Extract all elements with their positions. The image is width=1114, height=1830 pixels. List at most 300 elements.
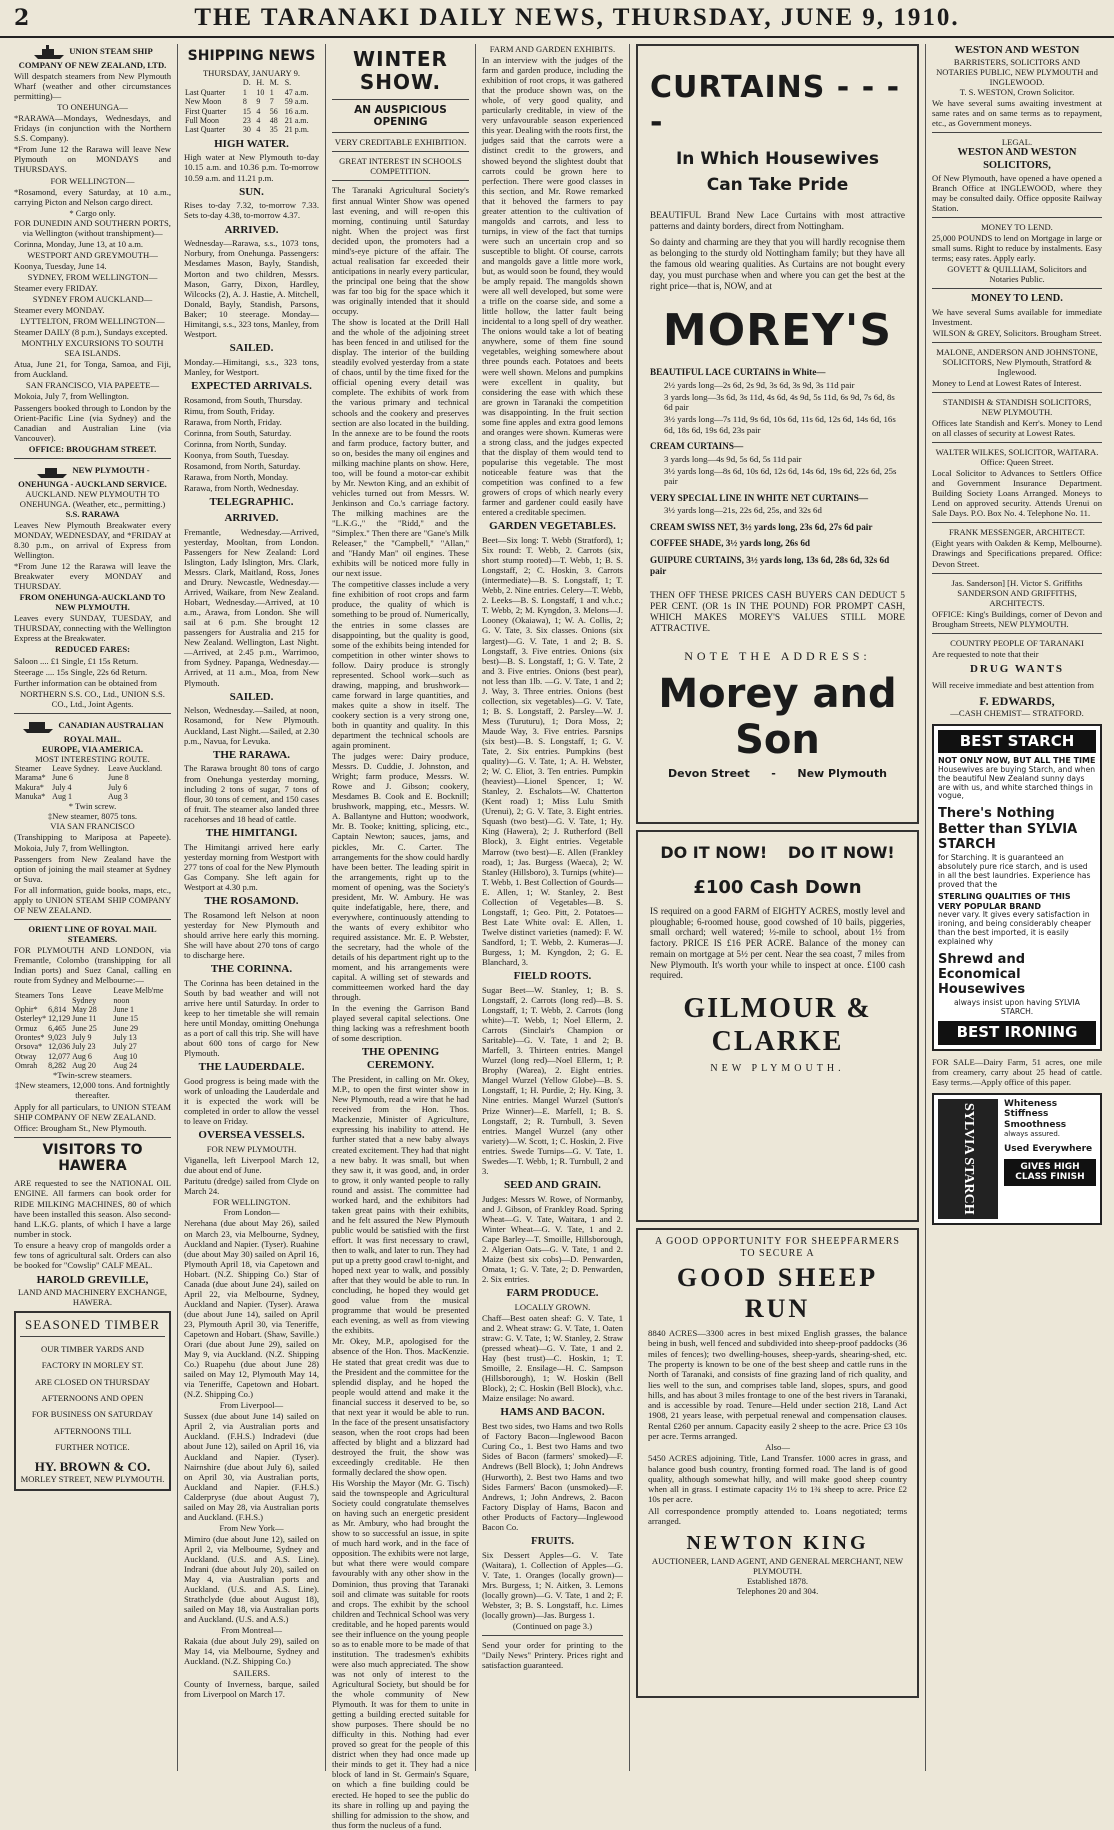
steamship-icon (35, 463, 69, 479)
section-head: ARRIVED. (224, 223, 279, 236)
divider (932, 132, 1102, 133)
text: Rosamond, from North, Saturday. (184, 460, 301, 471)
ship-name: S.S. RARAWA (65, 508, 120, 519)
section-head: SYDNEY FROM AUCKLAND— (32, 294, 153, 305)
td: 30 (242, 125, 251, 135)
subhead: AN AUSPICIOUS OPENING (354, 103, 447, 129)
section-head: VERY SPECIAL LINE IN WHITE NET CURTAINS— (650, 492, 869, 503)
paragraph: The President, in calling on Mr. Okey, M.P., to open the first winter show in New Plymouth, read a wire that he had received from the Hon. Thos. Mackenzie, Minister of Agriculture, expressing his inability to attend. He further stated that a new baby always created excitement. They had that night a new baby. It was small, but when they saw it, it was good, and, in order to grow, it only wanted people to rally round and assist. The committee had worked hard, and the exhibitors had taken great pains with their exhibits, and he felt assured the New Plymouth public would be satisfied with the first effort. It was first necessary to crawl, then to walk, and later to run. They had put up a pretty good crawl to-night, and hoped next year to walk, and possibly after that they would be able to run. In concluding, he hoped they would get good value from the musical programme that would be presented each evening, as well as from viewing the exhibits. (332, 1074, 469, 1336)
curtains-head: CURTAINS - - - - (650, 70, 901, 141)
best-starch-ad (932, 724, 1102, 1051)
section-head: Jas. Sanderson] [H. Victor S. Griffiths SANDERSON AND GRIFFITHS, ARCHITECTS. (951, 577, 1083, 608)
text: Corinna, Monday, June 13, at 10 a.m. (14, 238, 144, 249)
text: From London— (223, 1207, 280, 1218)
text: Sussex (due about June 14) sailed on April 2, via Australian ports and Auckland. (F.H.S.) Indradevi (due about June 12), sailed on April 16, via Auckland and Napier. (Tyser). Nairnshire (due about July 6), sailed on April 30, via Australian ports, Auckland and Napier. (F.H.S.) Calderpryse (due about August 7), sailed on May 28, via Australian ports and Auckland. (F.H.S.) (184, 1411, 319, 1522)
section-head: COUNTRY PEOPLE OF TARANAKI (950, 637, 1084, 648)
table-row (184, 116, 319, 125)
text: MORLEY STREET, NEW PLYMOUTH. (20, 1474, 165, 1485)
text: The Himitangi arrived here early yesterday morning from Westport with 277 tons of coal for the New Plymouth Gas Company. She left again for Westport at 4.30 p.m. (184, 841, 319, 892)
text: OFFICE: King's Buildings, corner of Devon and Brougham Streets, NEW PLYMOUTH. (932, 608, 1102, 629)
text: ‡New steamers, 12,000 tons. And fortnightly thereafter. (15, 1080, 170, 1101)
text: Rarawa, from North, Wednesday. (184, 483, 299, 494)
text: From Liverpool— (219, 1400, 284, 1411)
text: Nelson, Wednesday.—Sailed, at noon, Rosamond, for New Plymouth. Auckland, Last Night.—Sailed, at 2.30 p.m., Navua, for Levuka. (184, 705, 319, 746)
td: 21 p.m. (284, 125, 309, 135)
newton-king-ad (636, 1228, 919, 1698)
subhead: In Which Housewives (675, 149, 880, 170)
td: Aug 20 (72, 1061, 96, 1071)
text: Wednesday—Rarawa, s.s., 1073 tons, Norbury, from Onehunga. Passengers: Mesdames Mason, Bayly, Standish, Morton and two children, Messrs. Mason, Garry, Dixon, Hardley, Wilcocks (2), A. J. Hastie, A. Mitchell, Donald, Bayly, Standish, Parsons, Baker; 10 steerage. Monday—Himitangi, s.s., 323 tons, Manley, from Westport. (184, 238, 319, 339)
text: 25,000 POUNDS to lend on Mortgage in large or small sums. Right to reduce by instalments. Easy terms; easy rates. Apply early. (932, 233, 1102, 264)
divider (332, 151, 469, 152)
section-head: THE LAUDERDALE. (198, 1061, 305, 1074)
td: June 6 (52, 773, 73, 783)
text: FURTHER NOTICE. (55, 1441, 130, 1452)
text: Are requested to note that their (932, 648, 1039, 659)
text: ARE CLOSED ON THURSDAY (34, 1376, 151, 1387)
text: Money to Lend at Lowest Rates of Interest. (932, 377, 1082, 388)
td: Orontes* (15, 1032, 45, 1042)
td: Aug 1 (52, 791, 72, 801)
td: Osterley* (15, 1014, 47, 1024)
section-head: MALONE, ANDERSON AND JOHNSTONE, SOLICITORS, New Plymouth, Stratford & Inglewood. (936, 346, 1098, 377)
td: Last Quarter (185, 87, 226, 97)
section-head: MONTHLY EXCURSIONS TO SOUTH SEA ISLANDS. (21, 338, 164, 359)
td: June 29 (113, 1023, 139, 1033)
text: OUR TIMBER YARDS AND (41, 1343, 144, 1354)
cash-head: £100 Cash Down (693, 876, 862, 898)
section-head: SAN FRANCISCO, VIA PAPEETE— (25, 380, 160, 391)
price-line: 3½ yards long—7s 11d, 9s 6d, 10s 6d, 11s 6d, 12s 6d, 14s 6d, 16s 6d, 18s 6d, 19s 6d, 23s pair (664, 414, 896, 435)
section-head: EUROPE, VIA AMERICA. (41, 743, 144, 754)
steamship-icon (21, 718, 55, 734)
text: Rosamond, from South, Thursday. (184, 394, 303, 405)
td: May 28 (72, 1004, 97, 1014)
table-row (14, 783, 171, 792)
section-head: WALTER WILKES, SOLICITOR, WAITARA. Office: Queen Street. (935, 447, 1099, 468)
td: 7 (269, 97, 274, 107)
section-head: CREAM CURTAINS— (650, 440, 744, 451)
text: Passengers from New Zealand have the option of joining the mail steamer at Sydney or Suva. (14, 853, 171, 884)
text: All correspondence promptly attended to. Loans negotiated; terms arranged. (648, 1505, 907, 1527)
shipping-news-title: SHIPPING NEWS (187, 48, 316, 64)
section-head: BEAUTIFUL LACE CURTAINS in White— (650, 366, 826, 377)
text: *Rosamond, every Saturday, at 10 a.m., carrying Picton and Nelson cargo direct. (14, 186, 171, 207)
section-head: FOR DUNEDIN AND SOUTHERN PORTS, via Wellington (without transhipment)— (14, 217, 171, 238)
section-head: SAILED. (229, 341, 274, 354)
section-head: FOR WELLINGTON— (50, 175, 135, 186)
divider (932, 573, 1102, 574)
text: 8840 ACRES—3300 acres in best mixed English grasses, the balance being in bush, well fenced and subdivided into sheep-proof paddocks (36 miles of fences); two dwelling-houses, sheep-yards, shearing-shed, etc. The property is known to be one of the best sheep and cattle runs in the North of Taranaki, and consists of fine grazing land of rich quality, and lies well to the sun, and comprises table land, slopes, spurs, and good hills, and has about 3 miles frontage to one of the best rivers in Taranaki, and is accessible by road. Tenure—Held under section 218, Land Act 1908, 21 years lease, with perpetual renewal and compensation clauses. Rental £260 per annum. Capacity easily 2 sheep to the acre. Price £3 10s per acre. Terms arranged. (648, 1328, 907, 1441)
section-head: FARM AND GARDEN EXHIBITS. (489, 44, 616, 54)
text: Steamer every MONDAY. (14, 305, 105, 316)
section-head: WESTPORT AND GREYMOUTH— (27, 249, 158, 260)
text: —CASH CHEMIST— STRATFORD. (950, 707, 1084, 718)
table-row (14, 792, 171, 801)
text: Offices late Standish and Kerr's. Money to Lend on all classes of security at Lowest Rates. (932, 417, 1102, 439)
visitors-head: VISITORS TO HAWERA (42, 1141, 143, 1175)
divider (332, 180, 469, 181)
text: To ensure a heavy crop of mangolds order a few tons of agricultural salt. Orders can also be booked for "Cowslip" CALF MEAL. (14, 1239, 171, 1270)
section-head: THE OPENING CEREMONY. (361, 1046, 440, 1072)
text: Office: Brougham St., New Plymouth. (14, 1122, 147, 1133)
section-head: TO ONEHUNGA— (57, 102, 128, 113)
divider (14, 713, 171, 714)
text: GOVETT & QUILLIAM, Solicitors and Notaries Public. (947, 264, 1087, 285)
text: The Rosamond left Nelson at noon yesterday for New Plymouth and should arrive here early this morning. She will have about 270 tons of cargo to discharge here. (184, 909, 319, 960)
section-head: FIELD ROOTS. (513, 970, 592, 983)
text: STERLING QUALITIES OF THIS VERY POPULAR BRAND (938, 892, 1071, 911)
th: Leave Sydney. (52, 763, 100, 773)
td: Full Moon (185, 115, 220, 125)
column-6 (926, 44, 1108, 1771)
text: Apply for all particulars, to UNION STEAM SHIP COMPANY OF NEW ZEALAND. (14, 1101, 171, 1122)
moon-table (184, 78, 319, 134)
td: Ophir* (15, 1004, 38, 1014)
td: 59 a.m. (284, 97, 309, 107)
text: Steamer every FRIDAY. (14, 282, 98, 293)
text: IS required on a good FARM of EIGHTY ACRES, mostly level and ploughable; 6-roomed house, good cowshed of 10 bails, piggeries, small orchard; well watered; ½-mile to school, about 1½ from factory. PRICE IS £16 PER ACRE. Balance of the money can remain on mortgage at 5½ per cent. Near the sea coast, 7 miles from New Plymouth. It's worth your while to inspect at once. £100 cash required. (650, 905, 905, 981)
text: So dainty and charming are they that you will hardly recognise them as belonging to the sturdy old Nottingham family; but they have all the famous old wearing qualities. As Curtains are not bought every day, you must purchase when and where you can get the best at the right price—that is, NOW, and at (650, 237, 905, 291)
td: 6,814 (48, 1004, 67, 1014)
td: July 13 (113, 1032, 137, 1042)
section-head: AUCKLAND. NEW PLYMOUTH TO ONEHUNGA. (Weather, etc., permitting.) (19, 488, 166, 509)
section-head: REDUCED FARES: (54, 644, 131, 655)
table-row (14, 764, 171, 773)
morey-address (650, 764, 905, 785)
text: (Transhipping to Mariposa at Papeete). Mokoia, July 7, from Wellington. (14, 832, 171, 853)
section-head: FARM PRODUCE. (506, 1287, 599, 1300)
divider (14, 1137, 171, 1138)
price-line: 3 yards long—3s 6d, 3s 11d, 4s 6d, 4s 9d, 5s 11d, 6s 9d, 7s 6d, 8s 6d pair (664, 391, 895, 413)
text: We have several sums awaiting investment at same rates and on same terms as to repayment, etc., as Government moneys. (932, 98, 1102, 129)
table-row (184, 125, 319, 134)
td: 56 (269, 106, 278, 116)
text: DO IT NOW! (787, 843, 895, 862)
column-1 (8, 44, 178, 1771)
text: Mokoia, July 7, from Wellington. (14, 391, 129, 402)
th: S. (284, 78, 292, 88)
td: 9 (256, 97, 261, 107)
td: July 9 (72, 1032, 92, 1042)
text: * Cargo only. (69, 207, 116, 218)
td: 12,129 (48, 1014, 71, 1024)
td: 15 (242, 106, 251, 116)
text: AUCTIONEER, LAND AGENT, AND GENERAL MERCHANT, NEW PLYMOUTH. (651, 1555, 904, 1576)
text: (Eight years with Oakden & Kemp, Melbourne). Drawings and Specifications prepared. Office: Devon Street. (932, 538, 1102, 569)
text: never vary. It gives every satisfaction in ironing, and being considerably cheaper than the best imported, it is easily explained why (938, 910, 1092, 946)
section-head: FRANK MESSENGER, ARCHITECT. (949, 527, 1085, 538)
td: 8,282 (48, 1061, 67, 1071)
paragraph: In the evening the Garrison Band played several capital selections. One thing lacking was a refreshment booth of some description. (332, 1003, 469, 1044)
td: 10 (256, 87, 265, 97)
paragraph: In an interview with the judges of the farm and garden produce, including the exhibition of root crops, it was gathered that the produce shown was, on the whole, of very good quality, and particularly creditable, in view of the very unfavourable season experienced this year. Dealing with the roots first, the judges said that the carrots were a distinct credit to the growers, and showed beyond the slightest doubt that carrots could be grown here to perfection. There were good classes in this section, and Mr. Rowe remarked that it behoved the farmers to pay greater attention to the cultivation of mangolds and carrots, and less to turnips, in view of the fact that turnips were such an uncertain crop and so susceptible to blight. Of course, carrots and mangolds gave a little more work, but, as would soon be found, they would be amply repaid. The mangolds shown were all well developed, but some were a trifle on the coarse side, and some a little hollow, the latter fault being incidental to a long spell of dry weather. The onions would take a lot of beating anywhere, some of them fine sound vegetables, weighing somewhere about three pounds each. Potatoes and beets were well shown. Melons and pumpkins were excellent in quality, but considering the ease with which these are grown in Taranaki the competition was disappointing. In the fruit section some fine apples and extra good lemons and oranges were shown. Kumeras were a strong class, and the judges expected that the display of them would tend to popularise this vegetable. The most noticeable feature was that the competition was confined to a few growers of crops of which nearly every farmer and gardener could easily have entered a creditable specimen. (482, 55, 623, 518)
td: Ormuz (15, 1023, 38, 1033)
paragraph: Beet—Six long: T. Webb (Stratford), 1; Six round: T. Webb, 2. Carrots (six, short stump rooted)—T. Webb, 1; B. S. Longstaff, 2; C. Hoskin, 3. Carrots (intermediate)—B. S. Longstaff, 1; T. Webb, 2. Nine entries. Celery—T. Webb, 2. Leeks—B. S. Longstaff, 1 and v.h.c.; T. Webb, 2; M. Kyngdon, 3. Melons—J. Looney (Okaiawa), 1; W. A. Collis, 2; G. V. Tate, 3. Six classes. Onions (six largest)—G. V. Tate, 1 and 2; B. S. Longstaff, 3. Five entries. Onions (six best)—B. S. Longstaff, 1; G. V. Tate, 2 and 3. Five entries. Onions (best pear), not less than 1lb. —G. V. Tate, 1 and 2; J. Way, 3. Three entries. Onions (best collection, six vegetables)—G. V. Tate, 1; B. S. Longstaff, 2. Parsley—W. J. Mess (Turuturu), 1; Dora Moss, 2; Maude Way, 3. Five entries. Parsnips (six best)—B. S. Longstaff, 1; G. V. Tate, 2. Six entries. Pumpkins (best quality)—G. V. Tate, 1; A. H. Webster, 2; W. C. Eliot, 3. Ten entries. Pumpkin (heaviest)—Lionel Spencer, 1; W. Stanley, 2. Eschalots—W. Chatterton (Kent road) 1; Miss Lulu Smith (Urenui), 2; G. V. Tate, 3. Eight entries. Squash (two best)—G. V. Tate, 1; Hy. King (Hawera), 2; J. Rutherford (Bell Block), 3. Eight entries. Vegetable Marrow (two best)—E. Allen (Frankley road), 1; Jas. Burgess (Waeca), 2; W. Stanley (Hillsboro), 3. Turnips (white)—T. Webb, 1. Best Collection of Gourds—E. Allen, 1; W. Stanley, 2. Best Collection of Vegetables—B. S. Longstaff, 1; Geo. Pitt, 2. Potatoes—Best Late White oval: E. Allen, 1. Twelve distinct varieties (named): F. W. Sandford, 1; T. Webb, 2. Kumeras—J. Burgess, 1; M. Kyngdon, 2; G. E. Blanchard, 3. (482, 535, 624, 968)
text: Corinna, from South, Saturday. (184, 427, 292, 438)
text: FACTORY IN MORLEY ST. (41, 1360, 144, 1371)
sylvia-box: SYLVIA STARCH (938, 1099, 998, 1219)
text: *From June 12 the Rarawa will leave the Breakwater every MONDAY and THURSDAY. (14, 561, 171, 592)
text: NORTHERN S.S. CO., Ltd., UNION S.S. CO., Ltd., Joint Agents. (20, 688, 165, 709)
text: Steerage .... 15s Single, 22s 6d Return. (14, 666, 148, 677)
divider (332, 132, 469, 133)
text: Rimu, from South, Friday. (184, 405, 275, 416)
td: 12,077 (48, 1051, 71, 1061)
union-text: Will despatch steamers from New Plymouth Wharf (weather and other circumstances permitting)— (14, 71, 171, 102)
section-head: VIA SAN FRANCISCO (50, 821, 135, 832)
paragraph: Chaff—Best oaten sheaf: G. V. Tate, 1 and 2. Wheat straw: G. V. Tate, 1. Oaten straw: G. V. Tate, 1; W. Stanley, 2. Straw (pressed wheat)—G. V. Tate, 1 and 2. Hay (best trust)—C. Hoskin, 1; T. Smoille, 2. Ensilage—H. C. Sampson (Hillsborough), 1; W. Hoskin (Bell Block), 2; C. Hoskin (Bell Block), v.h.c. Maize ensilage: No award. (482, 1313, 623, 1404)
table-row (184, 107, 319, 116)
subhead: Shrewd and Economical Housewives (938, 951, 1026, 998)
td: 4 (256, 106, 261, 116)
section-head: EXPECTED ARRIVALS. (191, 379, 312, 392)
text: Rakaia (due about July 29), sailed on May 14, via Melbourne, Sydney and Auckland. (N.Z. Shipping Co.) (184, 1636, 319, 1667)
td: 4 (256, 115, 261, 125)
text: A GOOD OPPORTUNITY FOR SHEEPFARMERS TO SECURE A (655, 1236, 900, 1259)
paragraph: The Taranaki Agricultural Society's first annual Winter Show was opened last evening, and will re-open this morning, continuing until Saturday night. When the project was first decided upon, the promoters had a mind's-eye picture of the affair. The actual realisation far exceeded their anticipations in nearly every particular, the principal one being that the show was far too big for the space which it was originally intended that it should occupy. (332, 185, 469, 317)
text: 5450 ACRES adjoining. Title, Land Transfer. 1000 acres in grass, and balance good bush country, fronting formed road. The land is of good quality, although somewhat hilly, and will make good sheep country when all in grass. I estimate capacity 1½ to 1¾ sheep to acre. Price £2 10s per acre. (648, 1453, 907, 1505)
price-line: 3½ yards long—8s 6d, 10s 6d, 12s 6d, 14s 6d, 19s 6d, 22s 6d, 25s pair (664, 465, 897, 487)
morey-ad (636, 44, 919, 824)
text: Will receive immediate and best attention from (932, 679, 1094, 690)
divider (14, 458, 171, 459)
text: FOR BUSINESS ON SATURDAY AFTERNOONS TILL (31, 1409, 154, 1436)
th: Steamer (15, 763, 42, 773)
text: for Starching. It is guaranteed an absolutely pure rice starch, and is used in all the best laundries. Experience has proved that the (938, 852, 1091, 889)
section-head: MONEY TO LEND. (971, 293, 1063, 305)
text: Established 1878. (746, 1575, 809, 1586)
text: THEN OFF THESE PRICES CASH BUYERS CAN DEDUCT 5 PER CENT. (OR 1s IN THE POUND) FOR PROMPT CASH, WHICH MAKES MOREY'S VALUES STILL MORE ATTRACTIVE. (650, 590, 905, 634)
gilmour-ad (636, 830, 919, 1222)
best-starch-title: BEST STARCH (938, 730, 1096, 754)
paragraph: Sugar Beet—W. Stanley, 1; B. S. Longstaff, 2. Carrots (long red)—B. S. Longstaff, 1; T. Webb, 2. Carrots (long white)—T. Webb, 1; Noel Ellerm, 2. Carrots (Sinclair's Champion or Saritable)—G. V. Tate, 1 and 2; B. Marfell, 3. Thirteen entries. Mangel Wurzel (long red)—Noel Ellerm, 1; P. Brophy (Warea), 2. Eight entries. Mangel Wurzel (Yellow Globe)—B. S. Longstaff, 1; H. Purdie, 2; Hy. King, 3. Nine entries. Mangel Wurzel (Sutton's Prize Winner)—E. Marfell, 1; B. S. Longstaff, 2; R. Turnbull, 3. Seven entries. Mangel Wurzel (any other variety)—W. Scott, 1; C. Hoskin, 2. Five entries. Swede Turnips—G. V. Tate, 1. Swedes—T. Webb, 1; R. Turnbull, 2 and 3. (482, 984, 623, 1176)
divider (482, 1635, 623, 1636)
table-row (14, 1033, 171, 1042)
text: New Plymouth (797, 767, 887, 781)
text: Telephones 20 and 304. (736, 1585, 819, 1596)
morey-son-logo: Morey and Son (658, 670, 897, 764)
paragraph: Best two sides, two Hams and two Rolls of Factory Bacon—Inglewood Bacon Curing Co., 1. Best two Hams and two Sides of Bacon (farmers' smoked)—F. Andrews (Bell Block), 1; John Andrews (Hurworth), 2. Best two Hams and two Sides Farmers' Bacon (unsmoked)—F. Andrews, 1; John Andrews, 2. Bacon Factory Display of Hams, Bacon and other Products of Factory—Inglewood Bacon Co. (482, 1421, 623, 1532)
th: D. (242, 78, 251, 88)
column-4 (476, 44, 630, 1771)
subhead: GREAT INTEREST IN SCHOOLS COMPETITION. (339, 156, 462, 177)
paragraph: The show is located at the Drill Hall and the whole of the adjoining street has been fenced in and utilised for the display. The interior of the building steadily evolved yesterday from a state of chaos, until by the time fixed for the official opening every detail was complete. The exhibits of work from the various primary and technical schools and the cookery and preserves section are also located in the building. In the annexe are to be found the roots and farm produce, factory butter, and so on, besides the many oil engines and milking machine plants on show. Here, too, will be found a motor-car exhibit by Mr. Newton King, and an exhibit of vehicles turned out from Messrs. W. Jenkinson and Co.'s carriage factory. The milking machines are the "L.K.G.," the "Ridd," and the "Simplex." Then there are "Gane's Milk Releaser," the "Campbell," "Allan," and "Handy Man" oil engines. These exhibits will be noticed more fully in our next issue. (332, 317, 469, 579)
section-head: MOST INTERESTING ROUTE. (35, 753, 150, 764)
td: Last Quarter (185, 125, 226, 135)
paragraph: The competitive classes include a very fine exhibition of root crops and farm produce, the quality of which is something to be proud of. Numerically, the entries in some classes are disappointing, but the quality is good, some of the exhibits being intended for competition in other winter shows to follow. Dairy produce is strongly represented. School work—such as drawing, mapping, and brushwork—came forward in large quantities, and makes quite a show in itself. The cookery section is a very strong one, both in quantity and quality. In this department the technical schools are again prominent. (332, 579, 469, 751)
best-ironing: BEST IRONING (938, 1021, 1096, 1045)
divider (932, 633, 1102, 634)
th: Leave Sydney (72, 986, 97, 1005)
price-line: 3 yards long—4s 9d, 5s 6d, 5s 11d pair (664, 453, 802, 464)
drug-head: DRUG WANTS (969, 662, 1065, 675)
text: County of Inverness, barque, sailed from Liverpool on March 17. (184, 1678, 319, 1699)
section-head: OVERSEA VESSELS. (198, 1129, 305, 1142)
text: ARE requested to see the NATIONAL OIL ENGINE. All farmers can book order for RIDE MILKING MACHINES, 80 of which have been installed this season. Also second-hand L.K.G. plants, of which I have a large number in stock. (14, 1178, 171, 1239)
text: The Rarawa brought 80 tons of cargo from Onehunga yesterday morning, including 2 tons of sugar, 7 tons of flour, 30 tons of cement, and 150 cases of fruit. The steamer also landed three racehorses and 18 head of cattle. (184, 763, 319, 824)
text: WILSON & GREY, Solicitors. Brougham Street. (932, 327, 1102, 338)
text: From Montreal— (221, 1625, 282, 1636)
section-head: LEGAL. (1001, 137, 1033, 148)
td: 48 (269, 115, 278, 125)
text: Leaves New Plymouth Breakwater every MONDAY, WEDNESDAY, and *FRIDAY at 8.30 p.m., on arrival of Express from Wellington. (14, 519, 171, 561)
td: Otway (15, 1051, 37, 1061)
paragraph: Judges: Messrs W. Rowe, of Normanby, and J. Gibson, of Frankley Road. Spring Wheat—G. V. Tate, Waitara, 1 and 2. Winter Wheat—G. V. Tate, 1 and 2. Cape Barley—T. Smoille, Hillsborough, 2. Algerian Oats—G. V. Tate, 1 and 2. Maize (best six cobs)—D. Penwarden, Omata, 1; G. V. Tate, 2; D. Penwarden, 2. Six entries. (482, 1193, 623, 1285)
newspaper-title: THE TARANAKI DAILY NEWS, THURSDAY, JUNE 9, 1910. (194, 4, 960, 31)
text: T. S. WESTON, Crown Solicitor. (959, 87, 1075, 97)
table-row (14, 986, 171, 1005)
td: Orsova* (15, 1042, 43, 1052)
text: BEAUTIFUL Brand New Lace Curtains with most attractive patterns and dainty borders, direct from Nottingham. (650, 209, 905, 231)
text: FOR SALE—Dairy Farm, 51 acres, one mile from creamery, carry about 25 head of cattle. Easy terms.—Apply office of this paper. (932, 1056, 1102, 1087)
moreys-logo: MOREY'S (662, 305, 893, 357)
section-head: FROM ONEHUNGA-AUCKLAND TO NEW PLYMOUTH. (19, 592, 166, 613)
section-head: ARRIVED. (224, 511, 279, 524)
text: * Twin screw. (68, 801, 117, 812)
section-head: HIGH WATER. (214, 137, 289, 150)
text: FOR PLYMOUTH AND LONDON, via Fremantle, Colombo (transhipping for all Indian ports) and Suez Canal, calling en route from Sydney and Melbourne:— (14, 944, 171, 986)
section-head: LYTTELTON, FROM WELLINGTON— (20, 316, 165, 327)
paragraph: The judges were: Dairy produce, Messrs. D. Cuddie, J. Johnston, and Wright; farm produce, Messrs. W. Rowe and J. Gibson; cookery, Mesdames B. Cook and E. Bocknill; brushwork, mapping, etc., Messrs. W. A. Ballantyne and Hutton; woodwork, Mr. B. Tooke; knitting, splicing, etc., Captain Newton; sauces, jams, and pickles, Mr. C. Carter. The arrangements for the show could hardly have been better. The leading spirit in the arrangements, right up to the moment of opening, was the Society's president, Mr. W. Ambury. He was quite indefatigable, here, there, and everywhere, continuously attending to the wants of every exhibitor who required assistance. Mr. E. P. Webster, the secretary, had the whole of the details of his department right up to the moment, and his arrangements were capital. A willing set of stewards and committeemen worked hard the day through. (332, 751, 469, 1003)
section-head: THE ROSAMOND. (204, 894, 299, 907)
section-head: WESTON AND WESTON (954, 44, 1080, 56)
divider (932, 442, 1102, 443)
td: Aug 10 (113, 1051, 138, 1061)
text: *From June 12 the Rarawa will leave New Plymouth on MONDAYS and THURSDAYS. (14, 144, 171, 175)
text: Leaves every SUNDAY, TUESDAY, and THURSDAY, connecting with the Wellington Express at the Breakwater. (14, 613, 171, 644)
text: For all information, guide books, maps, etc., apply to UNION STEAM SHIP COMPANY OF NEW ZEALAND. (14, 884, 171, 915)
text: DO IT NOW! (660, 843, 768, 862)
text: GUIPURE CURTAINS, 3½ yards long, 13s 6d, 28s 6d, 32s 6d pair (650, 555, 890, 576)
divider (14, 919, 171, 920)
section-head: THE CORINNA. (210, 962, 293, 975)
subhead: There's Nothing Better than SYLVIA STARCH (938, 806, 1078, 852)
text: Saloon .... £1 Single, £1 15s Return. (14, 655, 139, 666)
note-address: NOTE THE ADDRESS: (684, 648, 871, 663)
text: Stiffness (1004, 1109, 1049, 1120)
divider (932, 217, 1102, 218)
text: Local Solicitor to Advances to Settlers Office and Government Insurance Department. Building Society Loans Arranged. Moneys to Lend on approved security. Attends Urenui on Sale Days. P.O. Box No. 4. Telephone No. 11. (932, 468, 1102, 519)
section-head: HAMS AND BACON. (500, 1406, 605, 1419)
table-row (14, 1014, 171, 1023)
section-head: SAILERS. (232, 1667, 270, 1678)
price-line: 2½ yards long—2s 6d, 2s 9d, 3s 6d, 3s 9d, 3s 11d pair (664, 379, 855, 390)
paragraph: His Worship the Mayor (Mr. G. Tisch) said the townspeople and Agricultural Society could congratulate themselves on having such an energetic president as Mr. Ambury, who had brought the show to so successful an issue, in spite of much hard work, and in the face of opposition. The exhibits were not large, but what there were would compare favourably with any other show in the Dominion, thus proving that Taranaki soil and climate was suitable for roots and crops. The exhibit by the school children and Technical School was very creditable, and he hoped parents would see their influence on the young people so as to enable more to be made of that institution. The tradesmen's exhibits were also much appreciated. The show was not only of interest to the Agricultural Society, but should be for the whole community of New Plymouth. It was for them to unite in getting a building erected suitable for show purposes. There should be no difficulty in this. Nothing had ever proved so great for the people of this district when they had once made up their minds to get it. They had a nice block of land in St. Germain's Square, on which a fine building could be erected. He hoped to see the public do its share in rolling up and paying the shilling for admission to the show, and thus form the nucleus of a fund. (332, 1478, 469, 1830)
td: 6,465 (48, 1023, 67, 1033)
office-line: OFFICE: BROUGHAM STREET. (28, 443, 157, 454)
text: Steamer DAILY (8 p.m.), Sundays excepted. (14, 327, 168, 338)
section-head: SAILED. (229, 690, 274, 703)
text: Corinna, from North, Sunday. (184, 438, 287, 449)
td: First Quarter (185, 106, 227, 116)
th: Leave Melb'rne noon (113, 986, 164, 1005)
edwards: F. EDWARDS, (979, 693, 1055, 708)
td: July 6 (107, 782, 128, 792)
union-title: UNION STEAM SHIP COMPANY OF NEW ZEALAND, LTD. (18, 45, 167, 70)
section-head: FOR WELLINGTON. (212, 1197, 291, 1208)
text: Rarawa, from North, Monday. (184, 472, 288, 482)
divider (332, 99, 469, 100)
text: Koonya, Tuesday, June 14. (14, 260, 107, 271)
section-head: SUN. (239, 185, 264, 198)
table-row (14, 1005, 171, 1014)
text: Send your order for printing to the "Daily News" Printery. Prices right and satisfaction guaranteed. (482, 1640, 623, 1671)
section-head: SYDNEY, FROM WELLINGTON— (27, 271, 158, 282)
column-2 (178, 44, 326, 1771)
text: *Twin-screw steamers. (52, 1070, 133, 1081)
table-row (14, 1061, 171, 1070)
text: always insist upon having SYLVIA STARCH. (954, 998, 1080, 1017)
text: - (771, 767, 776, 781)
table-row (14, 1052, 171, 1061)
td: Aug 24 (113, 1061, 138, 1071)
td: June 11 (72, 1014, 97, 1024)
table-row (184, 97, 319, 106)
divider (932, 392, 1102, 393)
text: ‡New steamer, 8075 tons. (47, 811, 138, 822)
td: Aug 6 (72, 1051, 92, 1061)
orient-table (14, 986, 171, 1070)
td: June 15 (113, 1014, 139, 1024)
newton-king-logo: NEWTON KING (686, 1532, 869, 1555)
text: High water at New Plymouth to-day 10.15 a.m. and 10.36 p.m. To-morrow 10.59 a.m. and 11.21 p.m. (184, 152, 319, 183)
text: The Corinna has been detained in the South by bad weather and will not arrive here until Saturday. In order to keep to her timetable she will remain here until Monday, omitting Onehunga as a port of call this trip. She will have about 600 tons of cargo for New Plymouth. (184, 977, 319, 1059)
paragraph: Mr. Okey, M.P., apologised for the absence of the Hon. Thos. MacKenzie. He stated that great credit was due to the President and the committee for the splendid display, and he hoped the people would attend and make it the financial success it deserved to be, so that next year it would be able to run. In the face of the present unsatisfactory season, when the root crops had been affected by blight and a blizzard had destroyed the fruit, the show was exceedingly creditable. He then formally declared the show open. (332, 1336, 469, 1478)
text: Housewives are buying Starch, and when the beautiful New Zealand sunny days are with us, and white starched things in vogue, (938, 764, 1096, 801)
text: GIVES HIGH CLASS FINISH (1004, 1159, 1096, 1186)
td: Omrah (15, 1061, 38, 1071)
text: We have several Sums available for immediate Investment. (932, 306, 1102, 327)
th: Steamers (15, 990, 45, 1000)
section-head: GARDEN VEGETABLES. (489, 520, 616, 533)
sheep-run-head: GOOD SHEEP RUN (676, 1263, 879, 1323)
td: 23 (242, 115, 251, 125)
section-head: FRUITS. (530, 1534, 575, 1547)
divider (932, 522, 1102, 523)
td: 35 (269, 125, 278, 135)
timber-ad (14, 1311, 171, 1491)
brown: HY. BROWN & CO. (34, 1459, 151, 1475)
text: CREAM SWISS NET, 3½ yards long, 23s 6d, 27s 6d pair (650, 521, 873, 532)
subhead: VERY CREDITABLE EXHIBITION. (334, 137, 467, 148)
td: 1 (242, 87, 247, 97)
section-head: THE HIMITANGI. (205, 826, 298, 839)
td: 9,023 (48, 1032, 67, 1042)
text: THURSDAY, JANUARY 9. (202, 68, 301, 79)
subhead: Can Take Pride (706, 175, 849, 196)
text: Fremantle, Wednesday.—Arrived, yesterday, Mooltan, from London. Passengers for New Zealand: Lord Islington, Lady Islington, Mrs. Clark, Messrs. Clark, Maitland, Ross, Jones and Drury. Newcastle, Wednesday.—Arrived, Waikare, from New Zealand. Hobart, Wednesday.—Arrived, at 10 a.m., Arawa, from London. She will sail at 6 p.m. She brought 12 passengers for Australia and 215 for New Zealand. Wellington, Last Night.—Arrived, at 2.45 p.m., Warrimoo, from Sydney. Papanga, Wednesday.—Arrived, at 11 a.m., Moa, from New Plymouth. (184, 526, 319, 688)
td: 4 (256, 125, 261, 135)
text: Used Everywhere (1004, 1144, 1093, 1155)
sylvia-ad (932, 1093, 1102, 1225)
text: Mimiro (due about June 12), sailed on April 2, via Melbourne, Sydney and Auckland. (U.S. and A.S. Line). Indrani (due about July 20), sailed on May 4, via Australian ports and Auckland. (U.S. and A.S. Line). Strathclyde (due about August 18), sailed on May 18, via Australian ports and Auckland. (U.S. and A.S.) (184, 1533, 319, 1625)
column-3 (326, 44, 476, 1830)
table-row (14, 1042, 171, 1051)
text: Also— (765, 1442, 790, 1453)
text: Paritutu (dredge) sailed from Clyde on March 24. (184, 1176, 319, 1197)
text: Further information can be obtained from (14, 677, 157, 688)
table-row (14, 1024, 171, 1033)
td: Manuka* (15, 791, 46, 801)
section-head: SEED AND GRAIN. (504, 1178, 601, 1191)
text: always assured. (1004, 1130, 1060, 1139)
text: Koonya, from South, Tuesday. (184, 449, 289, 460)
text: Viganella, left Liverpool March 12, due about end of June. (184, 1155, 319, 1176)
td: July 23 (72, 1042, 96, 1052)
winter-show-title: WINTER SHOW. (353, 47, 448, 95)
section-head: ORIENT LINE OF ROYAL MAIL STEAMERS. (28, 923, 157, 944)
